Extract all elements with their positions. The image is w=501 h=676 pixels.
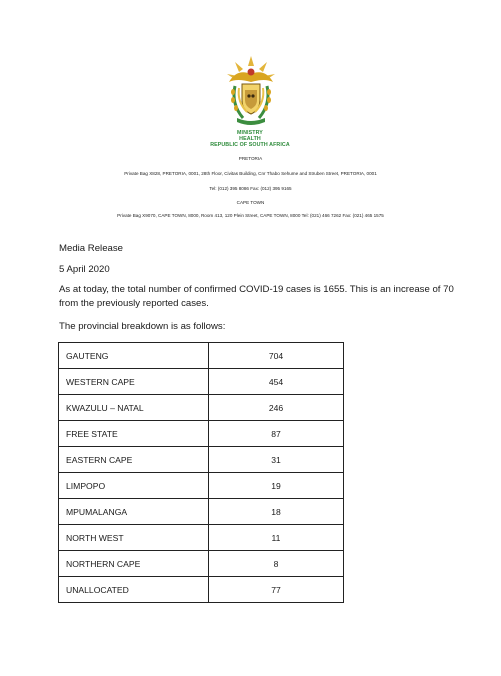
table-row xyxy=(59,525,344,551)
paragraph-line-2: from the previously reported cases. xyxy=(59,298,209,309)
province-cell: NORTHERN CAPE xyxy=(59,551,209,577)
cases-cell: 77 xyxy=(209,577,344,603)
pretoria-address: Private Bag X828, PRETORIA, 0001, 28th Floor, Civitas Building, Cnr Thabo Sehume and Struben Street, PRETORIA, 0001 xyxy=(124,171,377,176)
coat-of-arms-icon xyxy=(221,52,281,132)
cases-cell: 8 xyxy=(209,551,344,577)
table-row xyxy=(59,343,344,369)
department-label: HEALTH xyxy=(239,136,261,142)
release-type: Media Release xyxy=(59,243,123,254)
cases-cell: 704 xyxy=(209,343,344,369)
breakdown-intro: The provincial breakdown is as follows: xyxy=(59,321,226,332)
province-cell: FREE STATE xyxy=(59,421,209,447)
province-cell: EASTERN CAPE xyxy=(59,447,209,473)
cases-cell: 246 xyxy=(209,395,344,421)
table-row xyxy=(59,473,344,499)
cases-cell: 87 xyxy=(209,421,344,447)
capetown-title: CAPE TOWN xyxy=(236,200,265,205)
province-cell: UNALLOCATED xyxy=(59,577,209,603)
release-date: 5 April 2020 xyxy=(59,264,110,275)
paragraph-line-1: As at today, the total number of confirmed COVID-19 cases is 1655. This is an increase of 70 xyxy=(59,284,454,295)
release-paragraph xyxy=(59,283,459,311)
table-row xyxy=(59,421,344,447)
cases-cell: 11 xyxy=(209,525,344,551)
table-row xyxy=(59,499,344,525)
table-row xyxy=(59,369,344,395)
ministry-label: MINISTRY xyxy=(237,130,263,136)
cases-cell: 18 xyxy=(209,499,344,525)
table-row xyxy=(59,577,344,603)
table-row xyxy=(59,447,344,473)
pretoria-phone: Tel: (012) 395 8086 Fax: (012) 395 9165 xyxy=(209,186,292,191)
province-cell: WESTERN CAPE xyxy=(59,369,209,395)
pretoria-title: PRETORIA xyxy=(238,156,263,161)
cases-cell: 454 xyxy=(209,369,344,395)
table-row xyxy=(59,551,344,577)
capetown-address: Private Bag X9070, CAPE TOWN, 8000, Room 413, 120 Plein Street, CAPE TOWN, 8000 Tel: (021) 466 7262 Fax: (021) 465 1575 xyxy=(117,213,384,218)
provincial-breakdown-table xyxy=(58,342,344,603)
country-label: REPUBLIC OF SOUTH AFRICA xyxy=(210,142,290,148)
ministry-heading xyxy=(150,130,350,148)
table-row xyxy=(59,395,344,421)
province-cell: LIMPOPO xyxy=(59,473,209,499)
province-cell: GAUTENG xyxy=(59,343,209,369)
province-cell: KWAZULU – NATAL xyxy=(59,395,209,421)
province-cell: NORTH WEST xyxy=(59,525,209,551)
cases-cell: 31 xyxy=(209,447,344,473)
cases-cell: 19 xyxy=(209,473,344,499)
province-cell: MPUMALANGA xyxy=(59,499,209,525)
